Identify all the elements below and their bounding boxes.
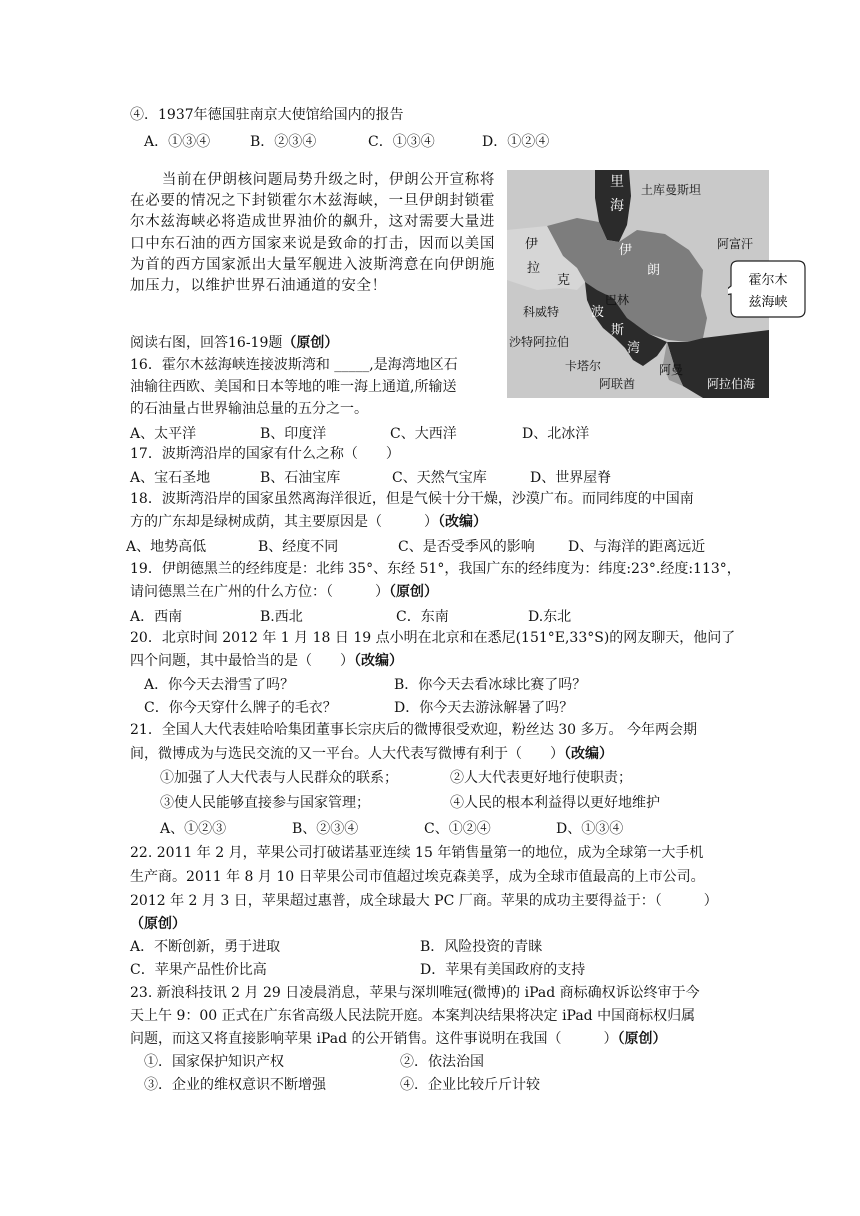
q20-line1: 20．北京时间 2012 年 1 月 18 日 19 点小明在北京和在悉尼(151°E,33°S)的网友聊天，他问了: [130, 630, 736, 646]
label-ke: 克: [557, 272, 571, 287]
option-a: A、地势高低: [126, 539, 207, 555]
option-c: C、①②④: [424, 821, 491, 837]
q21-item4: ④人民的根本利益得以更好地维护: [450, 795, 660, 811]
q16-line1: 16．霍尔木兹海峡连接波斯湾和 _____,是海湾地区石: [130, 357, 458, 373]
q18-line2: [130, 512, 487, 532]
option-c: C、是否受季风的影响: [398, 539, 535, 555]
q19-line2-text: 请问德黑兰在广州的什么方位：（ ）: [130, 584, 389, 600]
label-saudi: 沙特阿拉伯: [509, 335, 570, 349]
q23-item3: ③．企业的维权意识不断增强: [144, 1077, 326, 1093]
option-c: C、天然气宝库: [392, 470, 487, 486]
option-b: B、经度不同: [258, 539, 339, 555]
option-d: D、北冰洋: [522, 426, 590, 442]
option-c: C、大西洋: [390, 426, 457, 442]
option-b: B.西北: [260, 609, 303, 625]
option-b: B、石油宝库: [260, 470, 341, 486]
option-d: D．①②④: [482, 134, 550, 150]
q19-tag: （原创）: [389, 584, 438, 600]
label-oman: 阿曼: [659, 363, 684, 377]
label-si: 斯: [611, 322, 625, 337]
option-b: B、印度洋: [260, 426, 327, 442]
callout-line1: 霍尔木: [748, 273, 788, 288]
q22-line1: 22. 2011 年 2 月，苹果公司打破诺基亚连续 15 年销售量第一的地位，成为全球第一大手机: [130, 845, 704, 861]
option-a: A．①③④: [144, 134, 211, 150]
q16-line2: 油输往西欧、美国和日本等地的唯一海上通道,所输送: [130, 379, 457, 395]
q18-line1: 18．波斯湾沿岸的国家虽然离海洋很近，但是气候十分干燥，沙漠广布。而同纬度的中国南: [130, 491, 694, 507]
passage-text: 当前在伊朗核问题局势升级之时，伊朗公开宣称将在必要的情况之下封锁霍尔木兹海峡，一旦伊朗封锁霍尔木兹海峡必将造成世界油价的飙升，这对需要大量进口中东石油的西方国家来说是致命的打击，因而以美国为首的西方国家派出大量军舰进入波斯湾意在向伊朗施加压力，以维护世界石油通道的安全！: [130, 172, 495, 295]
q22-option-c: C．苹果产品性价比高: [130, 962, 267, 978]
option-c: C．东南: [396, 609, 449, 625]
q22-option-a: A．不断创新，勇于进取: [130, 939, 281, 955]
option-c: C．①③④: [368, 134, 435, 150]
option-b: B、②③④: [292, 821, 359, 837]
q23-tag: （原创）: [617, 1031, 667, 1047]
label-afghanistan: 阿富汗: [717, 237, 754, 251]
q22-option-b: B．风险投资的青睐: [420, 939, 543, 955]
label-bo: 波: [591, 304, 605, 319]
label-arabian-sea: 阿拉伯海: [707, 377, 756, 391]
q23-item4: ④．企业比较斤斤计较: [400, 1077, 540, 1093]
q22-line2: 生产商。2011 年 8 月 10 日苹果公司市值超过埃克森美孚，成为全球市值最高的上市公司。: [130, 869, 705, 885]
q23-item2: ②．依法治国: [400, 1054, 484, 1070]
read-note-tag: （原创）: [282, 335, 339, 351]
label-lang: 朗: [647, 262, 661, 277]
q18-line2-text: 方的广东却是绿树成荫，其主要原因是（ ）: [130, 514, 438, 530]
option-a: A、宝石圣地: [130, 470, 211, 486]
q20-option-c: C．你今天穿什么牌子的毛衣？: [144, 700, 337, 716]
q20-line2-text: 四个问题，其中最恰当的是（ ）: [130, 653, 354, 669]
q18-tag: （改编）: [438, 514, 487, 530]
label-yi-iraq: 伊: [525, 236, 539, 251]
q20-line2: [130, 651, 403, 671]
option-a: A、太平洋: [130, 426, 197, 442]
option-b: B．②③④: [250, 134, 317, 150]
q23-line3: [130, 1029, 666, 1049]
label-la: 拉: [527, 260, 541, 275]
q16-line3: 的石油量占世界输油总量的五分之一。: [130, 401, 368, 417]
label-wan: 湾: [627, 340, 641, 355]
q17-line1: 17．波斯湾沿岸的国家有什么之称（ ）: [130, 446, 400, 462]
q20-option-b: B．你今天去看冰球比赛了吗？: [394, 677, 587, 693]
q-prev-item4: ④．1937年德国驻南京大使馆给国内的报告: [130, 107, 404, 123]
label-bahrain: 巴林: [605, 293, 630, 307]
q21-line2-text: 间，微博成为与选民交流的又一平台。人大代表写微博有利于（ ）: [130, 746, 564, 762]
callout-bubble: [728, 260, 806, 318]
q21-line1: 21．全国人大代表娃哈哈集团董事长宗庆后的微博很受欢迎，粉丝达 30 多万。 今年两会期: [130, 722, 697, 738]
q21-line2: [130, 744, 613, 764]
q20-option-a: A．你今天去滑雪了吗？: [144, 677, 295, 693]
read-note: [130, 333, 338, 353]
q23-line3-text: 问题，而这又将直接影响苹果 iPad 的公开销售。这件事说明在我国（ ）: [130, 1031, 618, 1047]
q18-options: [126, 536, 705, 556]
label-kuwait: 科威特: [523, 305, 560, 319]
q20-tag: （改编）: [354, 653, 403, 669]
q21-item3: ③使人民能够直接参与国家管理；: [160, 795, 370, 811]
option-a: A．西南: [130, 609, 183, 625]
label-hai: 海: [610, 197, 624, 213]
label-turkmenistan: 土库曼斯坦: [641, 183, 702, 197]
q19-line1: 19．伊朗德黑兰的经纬度是：北纬 35°、东经 51°，我国广东的经纬度为：纬度:23°.经度:113°，: [130, 561, 741, 577]
label-uae: 阿联酋: [599, 377, 636, 391]
q22-tag: （原创）: [130, 916, 186, 932]
label-li: 里: [610, 173, 624, 189]
q21-item1: ①加强了人大代表与人民群众的联系；: [160, 770, 398, 786]
label-qatar: 卡塔尔: [565, 359, 602, 373]
q16-options: [130, 423, 589, 443]
q22-option-d: D．苹果有美国政府的支持: [420, 962, 586, 978]
q23-line2: 天上午 9：00 正式在广东省高级人民法院开庭。本案判决结果将决定 iPad 中国商标权归属: [130, 1008, 696, 1024]
q19-options: [130, 606, 571, 626]
q21-item2: ②人大代表更好地行使职责；: [450, 770, 632, 786]
q17-options: [130, 467, 611, 487]
q23-item1: ①．国家保护知识产权: [144, 1054, 284, 1070]
label-yi-iran: 伊: [619, 242, 633, 257]
option-d: D、①③④: [556, 821, 624, 837]
q23-line1: 23. 新浪科技讯 2 月 29 日凌晨消息，苹果与深圳唯冠(微博)的 iPad 商标确权诉讼终审于今: [130, 985, 700, 1001]
callout-line2: 兹海峡: [748, 295, 788, 310]
read-note-text: 阅读右图，回答16-19题: [130, 335, 283, 351]
q21-options: [160, 818, 623, 838]
passage: [130, 170, 495, 297]
option-d: D.东北: [528, 609, 572, 625]
option-d: D、与海洋的距离远近: [568, 539, 706, 555]
q21-tag: （改编）: [564, 746, 613, 762]
q20-option-d: D．你今天去游泳解暑了吗？: [394, 700, 574, 716]
q19-line2: [130, 582, 438, 602]
q22-line3: 2012 年 2 月 3 日，苹果超过惠普，成全球最大 PC 厂商。苹果的成功主要得益于：（ ）: [130, 893, 718, 909]
q-prev-options: [144, 131, 549, 151]
option-a: A、①②③: [160, 821, 227, 837]
option-d: D、世界屋脊: [530, 470, 612, 486]
